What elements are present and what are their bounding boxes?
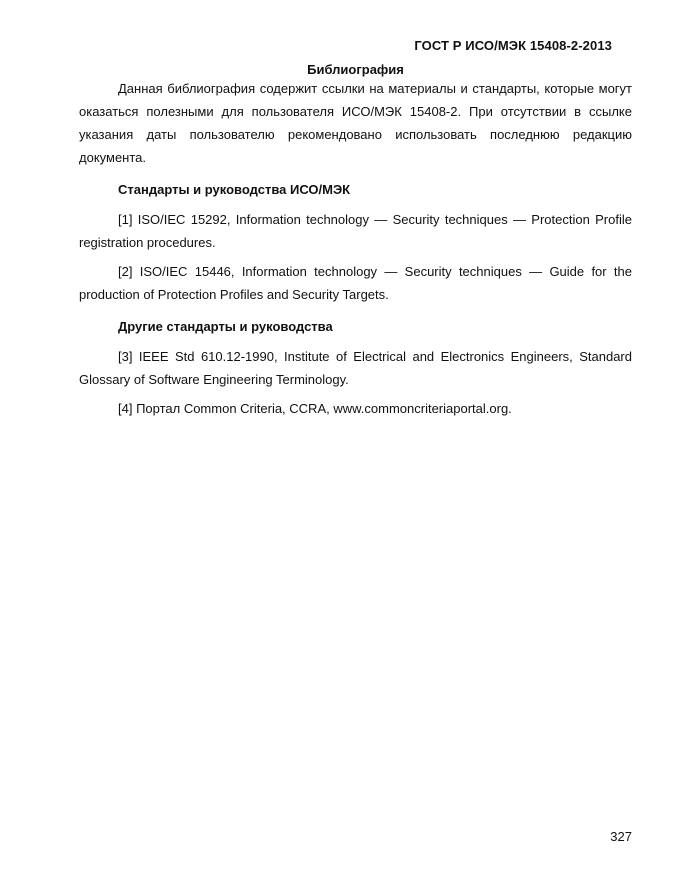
bibliography-title: Библиография xyxy=(307,62,404,77)
reference-3: [3] IEEE Std 610.12-1990, Institute of Electrical and Electronics Engineers, Standard Glossary of Software Engineering Terminology. xyxy=(79,349,632,387)
section-heading-iso-iec: Стандарты и руководства ИСО/МЭК xyxy=(118,182,351,197)
bibliography-content xyxy=(79,62,632,426)
reference-4: [4] Портал Common Criteria, CCRA, www.commoncriteriaportal.org. xyxy=(118,401,512,416)
section-heading-other: Другие стандарты и руководства xyxy=(118,319,333,334)
reference-2: [2] ISO/IEC 15446, Information technology — Security techniques — Guide for the production of Protection Profiles and Security Targets. xyxy=(79,264,632,302)
reference-1: [1] ISO/IEC 15292, Information technology — Security techniques — Protection Profile registration procedures. xyxy=(79,212,632,250)
page-number: 327 xyxy=(610,829,632,844)
iso-iec-section xyxy=(79,178,632,306)
bibliography-intro: Данная библиография содержит ссылки на материалы и стандарты, которые могут оказаться полезными для пользователя ИСО/МЭК 15408-2. При отсутствии в ссылке указания даты пользователю рекомендовано использовать последнюю редакцию документа. xyxy=(79,81,632,165)
document-code: ГОСТ Р ИСО/МЭК 15408-2-2013 xyxy=(414,38,612,53)
other-standards-section xyxy=(79,315,632,420)
